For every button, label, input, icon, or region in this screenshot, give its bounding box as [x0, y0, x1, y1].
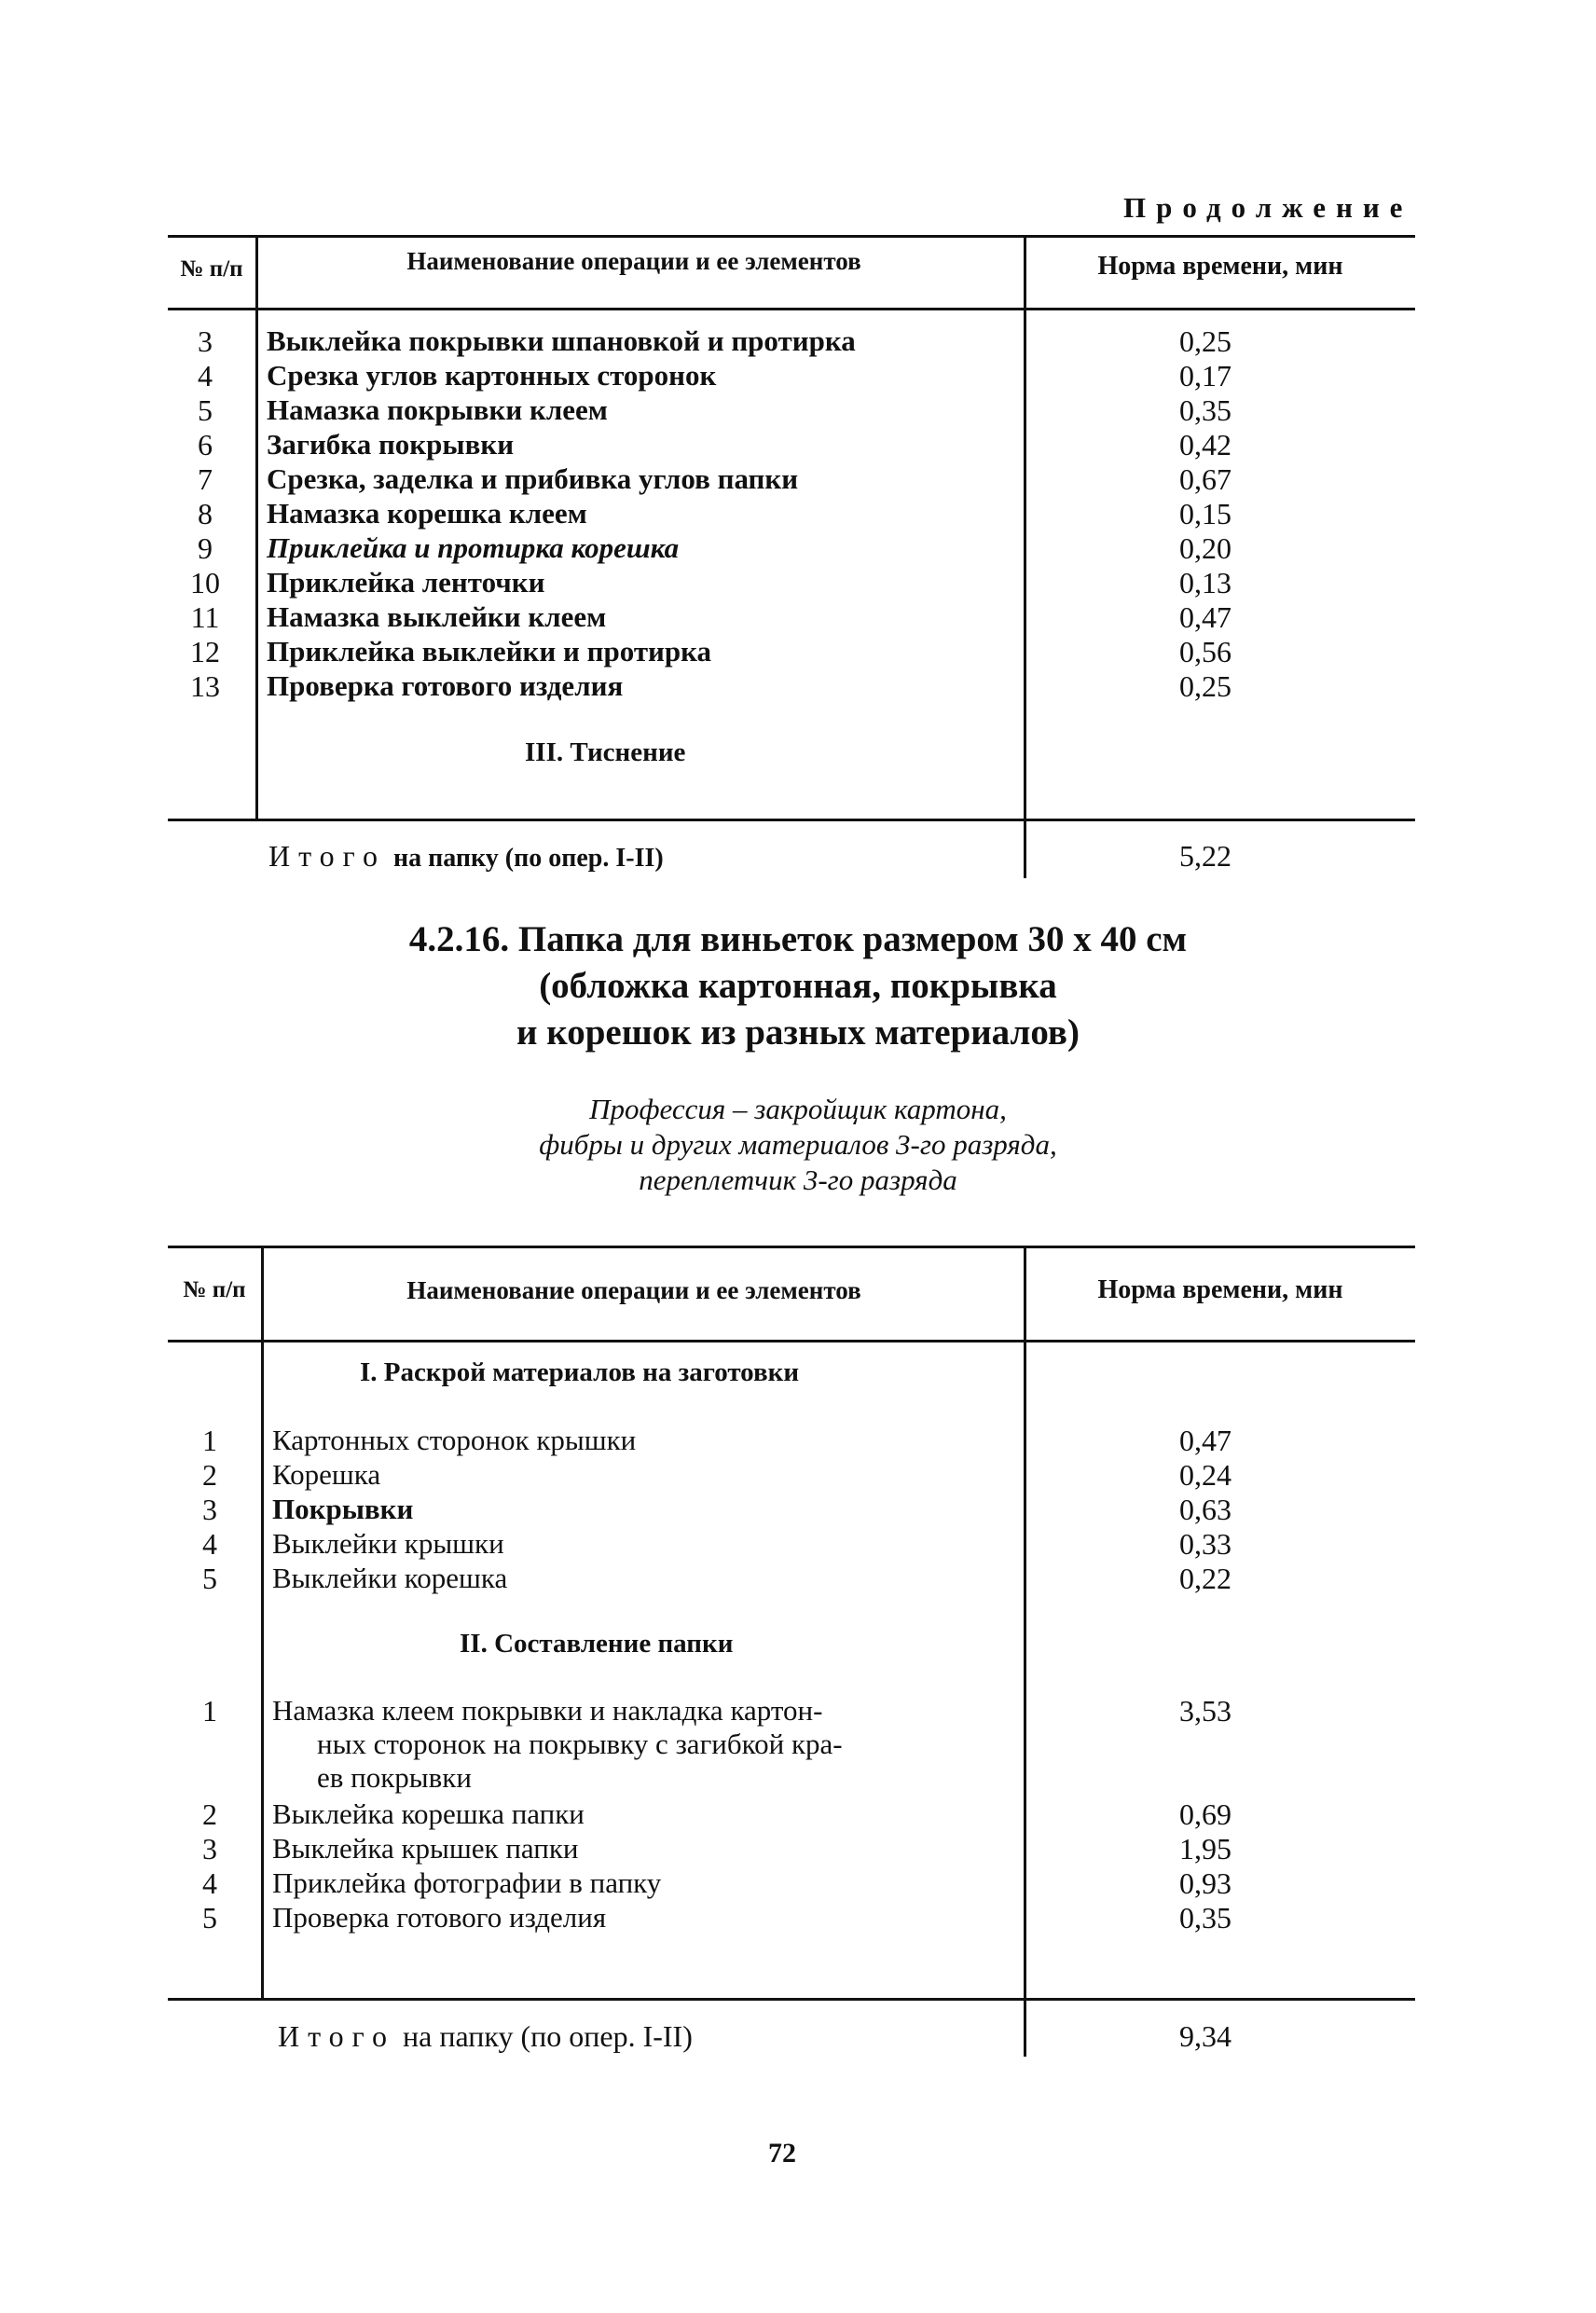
row-name-line-3: ев покрывки — [317, 1761, 472, 1794]
table2-bottom-rule — [168, 1998, 1415, 2001]
row-num: 5 — [202, 1901, 217, 1934]
table2-col-divider-1 — [261, 1246, 264, 1998]
row-norm: 0,35 — [1179, 1901, 1231, 1934]
row-name: Выклейка покрывки шпановкой и протирка — [267, 324, 856, 357]
row-norm: 0,24 — [1179, 1458, 1231, 1492]
row-norm: 0,22 — [1179, 1562, 1231, 1595]
row-norm: 0,56 — [1179, 635, 1231, 668]
row-name: Выклейка крышек папки — [272, 1832, 579, 1865]
table1-header-rule — [168, 308, 1415, 310]
table1-header-name: Наименование операции и ее элементов — [406, 247, 861, 275]
row-name: Проверка готового изделия — [267, 669, 624, 702]
section-title-line-3: и корешок из разных материалов) — [516, 1012, 1080, 1053]
page-number: 72 — [768, 2138, 796, 2168]
row-num: 3 — [202, 1832, 217, 1866]
table1-section-heading: III. Тиснение — [525, 737, 686, 767]
row-num: 4 — [198, 359, 213, 392]
row-norm: 0,25 — [1179, 669, 1231, 703]
row-num: 4 — [202, 1866, 217, 1900]
table2-header-rule — [168, 1340, 1415, 1342]
profession-line-3: переплетчик 3-го разряда — [639, 1163, 957, 1196]
row-num: 5 — [202, 1562, 217, 1595]
row-name: Приклейка фотографии в папку — [272, 1866, 662, 1899]
total-word: Итого — [268, 839, 386, 873]
row-num: 1 — [202, 1694, 217, 1728]
total-description: на папку (по опер. I-II) — [393, 844, 664, 873]
row-name-line-1: Намазка клеем покрывки и накладка картон- — [272, 1694, 823, 1727]
row-name: Намазка корешка клеем — [267, 497, 587, 530]
table1-header-norm: Норма времени, мин — [1097, 252, 1343, 281]
section-title-line-1: 4.2.16. Папка для виньеток размером 30 х 40 см — [408, 919, 1188, 959]
table2-header-norm: Норма времени, мин — [1097, 1275, 1343, 1304]
row-num: 10 — [190, 566, 220, 599]
table2-total-label — [278, 2019, 693, 2054]
table1-total-value: 5,22 — [1179, 839, 1231, 873]
table2-header-name: Наименование операции и ее элементов — [406, 1276, 861, 1304]
row-num: 2 — [202, 1458, 217, 1492]
row-norm: 0,63 — [1179, 1493, 1231, 1526]
row-norm: 0,15 — [1179, 497, 1231, 530]
row-name: Намазка выклейки клеем — [267, 600, 607, 633]
table1-bottom-rule — [168, 819, 1415, 821]
table2-header-num: № п/п — [183, 1277, 246, 1302]
row-norm: 0,67 — [1179, 462, 1231, 496]
row-name: Приклейка ленточки — [267, 566, 545, 599]
row-num: 1 — [202, 1424, 217, 1457]
row-name: Выклейки крышки — [272, 1527, 504, 1560]
row-norm: 0,25 — [1179, 324, 1231, 358]
row-name: Выклейка корешка папки — [272, 1797, 585, 1830]
row-name: Срезка, заделка и прибивка углов папки — [267, 462, 799, 495]
row-name-line-2: ных сторонок на покрывку с загибкой кра- — [317, 1728, 843, 1760]
row-num: 13 — [190, 669, 220, 703]
row-name: Картонных сторонок крышки — [272, 1424, 637, 1456]
row-norm: 0,69 — [1179, 1797, 1231, 1831]
row-num: 4 — [202, 1527, 217, 1561]
row-norm: 0,47 — [1179, 600, 1231, 634]
row-norm: 0,93 — [1179, 1866, 1231, 1900]
total-word: Итого — [278, 2019, 395, 2053]
table2-total-value: 9,34 — [1179, 2019, 1231, 2053]
row-num: 7 — [198, 462, 213, 496]
row-name: Выклейки корешка — [272, 1562, 508, 1594]
row-name: Срезка углов картонных сторонок — [267, 359, 717, 392]
row-norm: 0,42 — [1179, 428, 1231, 461]
continuation-label: Продолжение — [1123, 191, 1413, 224]
profession-line-2: фибры и других материалов 3-го разряда, — [539, 1128, 1057, 1161]
row-norm: 0,35 — [1179, 393, 1231, 427]
section-title-line-2: (обложка картонная, покрывка — [539, 966, 1057, 1006]
row-norm: 0,33 — [1179, 1527, 1231, 1561]
table1-total-label — [268, 839, 664, 874]
row-name: Приклейка и протирка корешка — [267, 531, 680, 564]
table1-top-rule — [168, 235, 1415, 238]
row-num: 2 — [202, 1797, 217, 1831]
row-num: 8 — [198, 497, 213, 530]
table2-section-1-heading: I. Раскрой материалов на заготовки — [360, 1357, 800, 1387]
row-norm: 0,20 — [1179, 531, 1231, 565]
table1-header-num: № п/п — [180, 256, 243, 282]
table2-col-divider-2 — [1024, 1246, 1026, 2057]
table1-col-divider-2 — [1024, 235, 1026, 878]
row-name: Покрывки — [272, 1493, 414, 1525]
row-name: Корешка — [272, 1458, 381, 1491]
row-norm: 1,95 — [1179, 1832, 1231, 1866]
row-norm: 3,53 — [1179, 1694, 1231, 1728]
profession-line-1: Профессия – закройщик картона, — [589, 1093, 1007, 1125]
row-name: Намазка покрывки клеем — [267, 393, 608, 426]
table1-col-divider-1 — [255, 235, 258, 819]
table2-top-rule — [168, 1246, 1415, 1248]
row-num: 12 — [190, 635, 220, 668]
row-num: 3 — [198, 324, 213, 358]
row-name: Загибка покрывки — [267, 428, 515, 461]
table2-section-2-heading: II. Составление папки — [460, 1629, 734, 1659]
row-name: Проверка готового изделия — [272, 1901, 607, 1934]
row-name: Приклейка выклейки и протирка — [267, 635, 712, 668]
row-num: 11 — [190, 600, 220, 634]
row-norm: 0,47 — [1179, 1424, 1231, 1457]
row-num: 5 — [198, 393, 213, 427]
row-num: 6 — [198, 428, 213, 461]
row-norm: 0,13 — [1179, 566, 1231, 599]
row-norm: 0,17 — [1179, 359, 1231, 392]
total-description: на папку (по опер. I-II) — [403, 2019, 693, 2053]
row-num: 9 — [198, 531, 213, 565]
row-num: 3 — [202, 1493, 217, 1526]
